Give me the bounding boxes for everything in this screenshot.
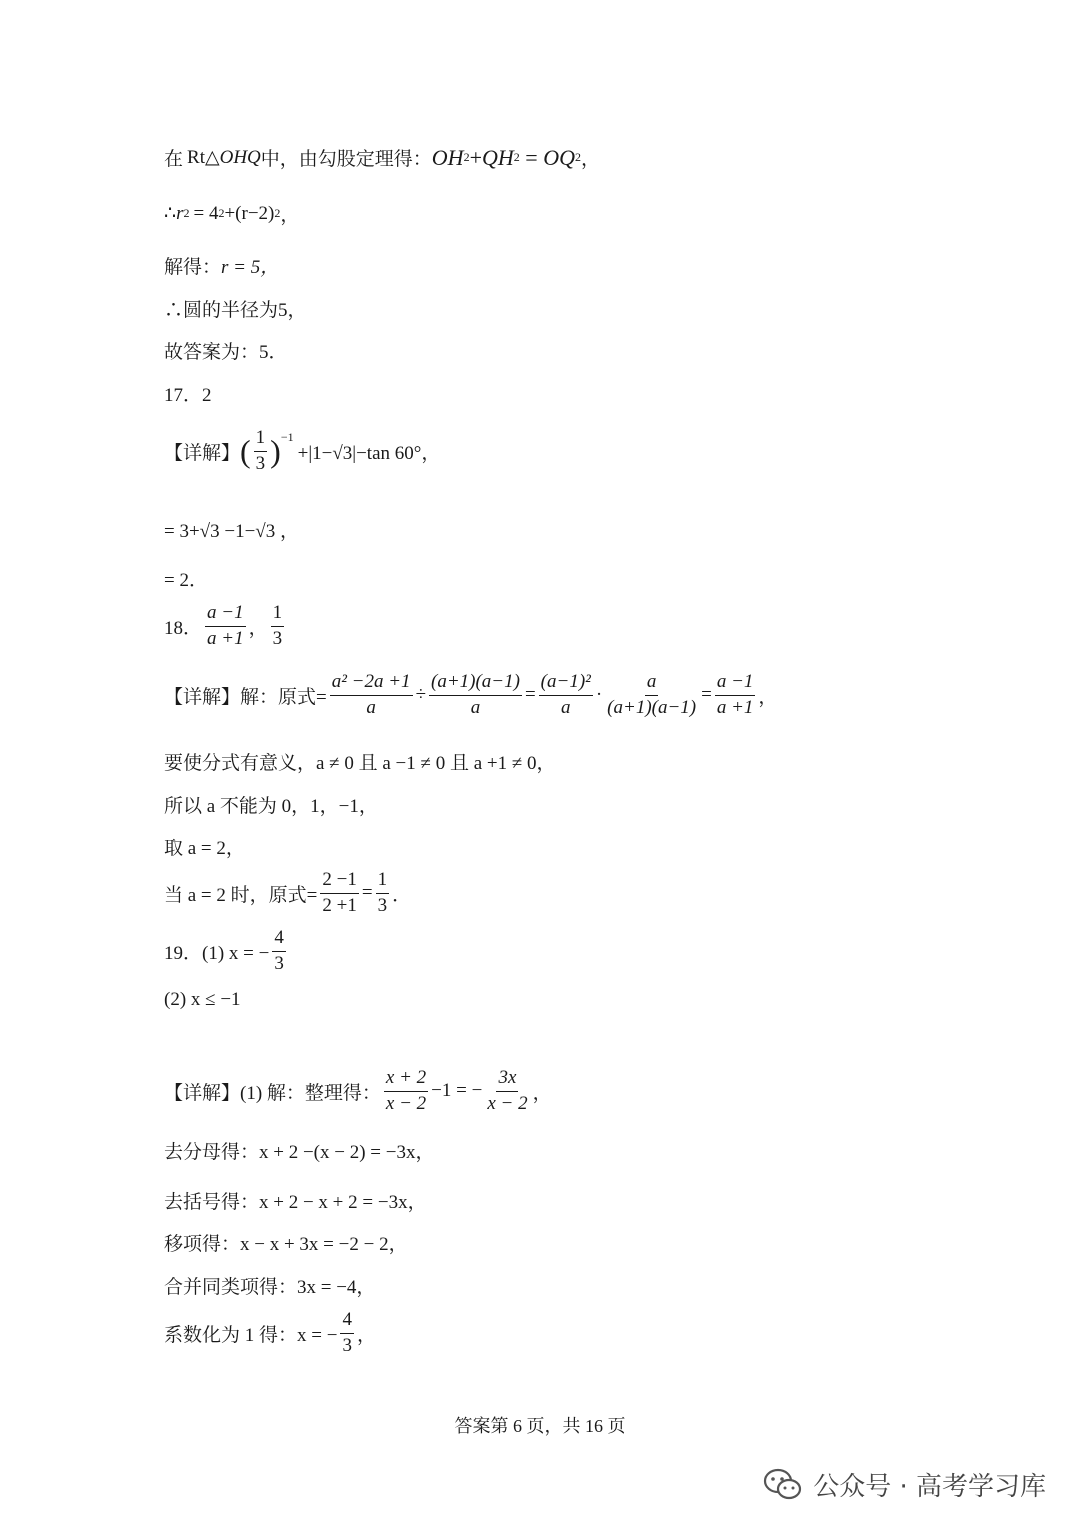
text: 解得：	[164, 257, 222, 278]
text: 去括号得：x + 2 − x + 2 = −3x，	[164, 1192, 427, 1213]
question-19-answer-2	[164, 989, 241, 1011]
fraction: $\frac{\text{(a−1)²}}{a}$	[540, 671, 591, 718]
exponent: −1	[280, 430, 294, 444]
solve-line	[164, 252, 279, 279]
step-line	[164, 1187, 427, 1214]
wechat-icon	[763, 1468, 803, 1502]
text: 19．(1) x = −	[164, 942, 270, 964]
detail-19	[164, 1068, 552, 1115]
step-line	[164, 1272, 375, 1299]
math: QH	[481, 144, 514, 170]
evaluate-line	[164, 870, 411, 917]
text: =	[701, 684, 712, 706]
text: ·	[595, 684, 603, 706]
text: ∴圆的半径为5，	[164, 300, 307, 321]
watermark	[763, 1466, 1046, 1503]
text: 取 a = 2，	[164, 838, 245, 859]
math: +(r−2)	[224, 202, 275, 224]
detail-18	[164, 672, 777, 719]
step-line	[164, 1137, 434, 1164]
text: 去分母得：x + 2 −(x − 2) = −3x，	[164, 1142, 435, 1163]
text: ，	[248, 617, 268, 639]
text: 17．2	[164, 385, 212, 406]
math: r	[176, 202, 184, 224]
text: ，	[280, 205, 300, 226]
pythagoras-line: 在 Rt△ OHQ 中，由勾股定理得： OH 2 + QH 2 = OQ 2 ，	[164, 144, 600, 170]
detail-tag: 【详解】	[164, 442, 241, 464]
fraction: $\frac{2 -1}{2 +1}$	[322, 869, 357, 916]
text: ÷	[415, 684, 426, 706]
text: OHQ	[219, 146, 261, 168]
text: 【详解】(1) 解：整理得：	[164, 1082, 381, 1104]
equation-line: ∴ r 2 = 4 2 +(r−2) 2 ，	[164, 200, 299, 227]
watermark-text: 公众号 · 高考学习库	[813, 1472, 1046, 1502]
question-18-answer	[164, 603, 287, 650]
result-line	[164, 565, 208, 592]
detail-tag: 【详解】解：原式=	[164, 686, 327, 708]
text: −1 = −	[431, 1080, 483, 1102]
math: OH	[431, 144, 464, 170]
math: +|1−√3|−tan 60°，	[297, 442, 441, 464]
fraction: $\frac{4}{3}$	[342, 1309, 352, 1356]
step-line	[164, 516, 299, 543]
text: 移项得：x − x + 3x = −2 − 2，	[164, 1234, 408, 1255]
fraction: $\frac{1}{3}$	[272, 602, 283, 649]
text: 当 a = 2 时，原式=	[164, 884, 318, 906]
text: 中，由勾股定理得：	[260, 149, 432, 170]
text: ，	[532, 1082, 552, 1104]
choose-line	[164, 833, 245, 860]
fraction: $\frac{3x}{x - 2}$	[487, 1067, 528, 1114]
text: 18．	[164, 617, 203, 639]
text: ，	[758, 686, 778, 708]
text: Rt△	[187, 147, 220, 168]
math: r = 5，	[221, 257, 280, 278]
math: OQ	[543, 144, 575, 170]
fraction: $\frac{a -1}{a +1}$	[716, 671, 754, 718]
text: ，	[356, 1324, 376, 1346]
text: =	[361, 882, 373, 904]
fraction: $\frac{\text{a² −2a +1}}{a}$	[331, 671, 411, 718]
fraction: $\frac{a -1}{a +1}$	[207, 602, 244, 649]
step-line	[164, 1229, 408, 1256]
math: = 4	[193, 202, 219, 224]
text: (2) x ≤ −1	[164, 989, 241, 1010]
exclusion-line	[164, 791, 378, 818]
detail-17: 【详解】 ( $\frac{1}{3}$ ) $^{-1}$ +|1−√3|−tan 60°，	[164, 427, 441, 474]
math: = 3+√3 −1−√3 ，	[164, 521, 299, 542]
question-19-answer-1	[164, 928, 289, 975]
text: 要使分式有意义，a ≠ 0 且 a −1 ≠ 0 且 a +1 ≠ 0，	[164, 753, 556, 774]
condition-line	[164, 748, 556, 775]
fraction: $\frac{4}{3}$	[274, 927, 284, 974]
fraction: $\frac{(a+1)(a-1)}{a}$	[431, 671, 520, 718]
radius-line	[164, 295, 307, 322]
text: 合并同类项得：3x = −4，	[164, 1277, 376, 1298]
question-17-answer	[164, 380, 212, 407]
text: ．	[392, 884, 412, 906]
text: 系数化为 1 得：x = −	[164, 1324, 338, 1346]
fraction: $\frac{x + 2}{x - 2}$	[385, 1067, 427, 1114]
math: = 2．	[164, 570, 208, 591]
text: 故答案为：5．	[164, 342, 288, 363]
step-line	[164, 1310, 376, 1357]
text: =	[524, 684, 536, 706]
fraction: $\frac{1}{3}$	[255, 427, 266, 474]
answer-line	[164, 337, 288, 364]
therefore-symbol: ∴	[164, 203, 177, 224]
text: 在	[164, 149, 184, 170]
fraction: $\frac{a}{(a+1)(a-1)}$	[607, 671, 697, 718]
text: 所以 a 不能为 0，1，−1，	[164, 796, 378, 817]
page-footer: 答案第 6 页，共 16 页	[454, 1416, 626, 1436]
fraction: $\frac{1}{3}$	[377, 869, 388, 916]
